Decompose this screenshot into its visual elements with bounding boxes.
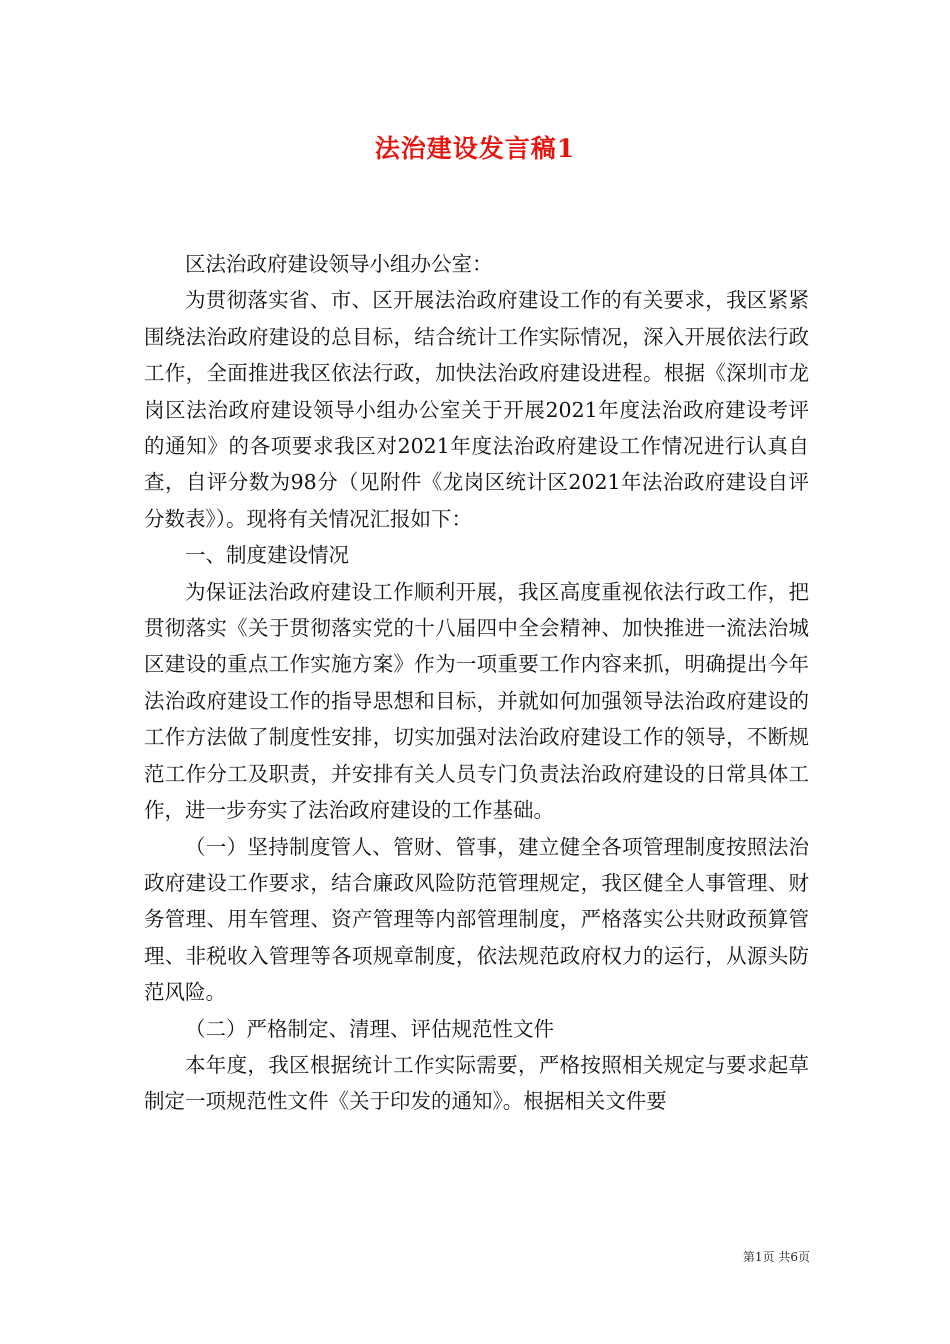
body-paragraph: 本年度，我区根据统计工作实际需要，严格按照相关规定与要求起草制定一项规范性文件《关于印发的通知》。根据相关文件要 <box>144 1052 809 1114</box>
intro-paragraph: 为贯彻落实省、市、区开展法治政府建设工作的有关要求，我区紧紧围绕法治政府建设的总目标，结合统计工作实际情况，深入开展依法行政工作，全面推进我区依法行政，加快法治政府建设进程。根据《深圳市龙岗区法治政府建设领导小组办公室关于开展2021年度法治政府建设考评的通知》的各项要求我区对2021年度法治政府建设工作情况进行认真自查，自评分数为98分（见附件《龙岗区统计区2021年法治政府建设自评分数表》）。现将有关情况汇报如下： <box>144 288 809 531</box>
body-paragraph: 为保证法治政府建设工作顺利开展，我区高度重视依法行政工作，把贯彻落实《关于贯彻落实党的十八届四中全会精神、加快推进一流法治城区建设的重点工作实施方案》作为一项重要工作内容来抓，明确提出今年法治政府建设工作的指导思想和目标，并就如何加强领导法治政府建设的工作方法做了制度性安排，切实加强对法治政府建设工作的领导，不断规范工作分工及职责，并安排有关人员专门负责法治政府建设的日常具体工作，进一步夯实了法治政府建设的工作基础。 <box>144 579 809 823</box>
body-paragraph: （一）坚持制度管人、管财、管事，建立健全各项管理制度按照法治政府建设工作要求，结合廉政风险防范管理规定，我区健全人事管理、财务管理、用车管理、资产管理等内部管理制度，严格落实公共财政预算管理、非税收入管理等各项规章制度，依法规范政府权力的运行，从源头防范风险。 <box>144 834 809 1005</box>
section-heading: 一、制度建设情况 <box>185 543 349 568</box>
salutation-paragraph: 区法治政府建设领导小组办公室： <box>185 252 493 276</box>
page-number-footer: 第1页 共6页 <box>742 1250 810 1264</box>
document-body <box>144 246 809 1120</box>
subsection-heading: （二）严格制定、清理、评估规范性文件 <box>185 1016 554 1041</box>
document-title: 法治建设发言稿1 <box>374 134 576 163</box>
